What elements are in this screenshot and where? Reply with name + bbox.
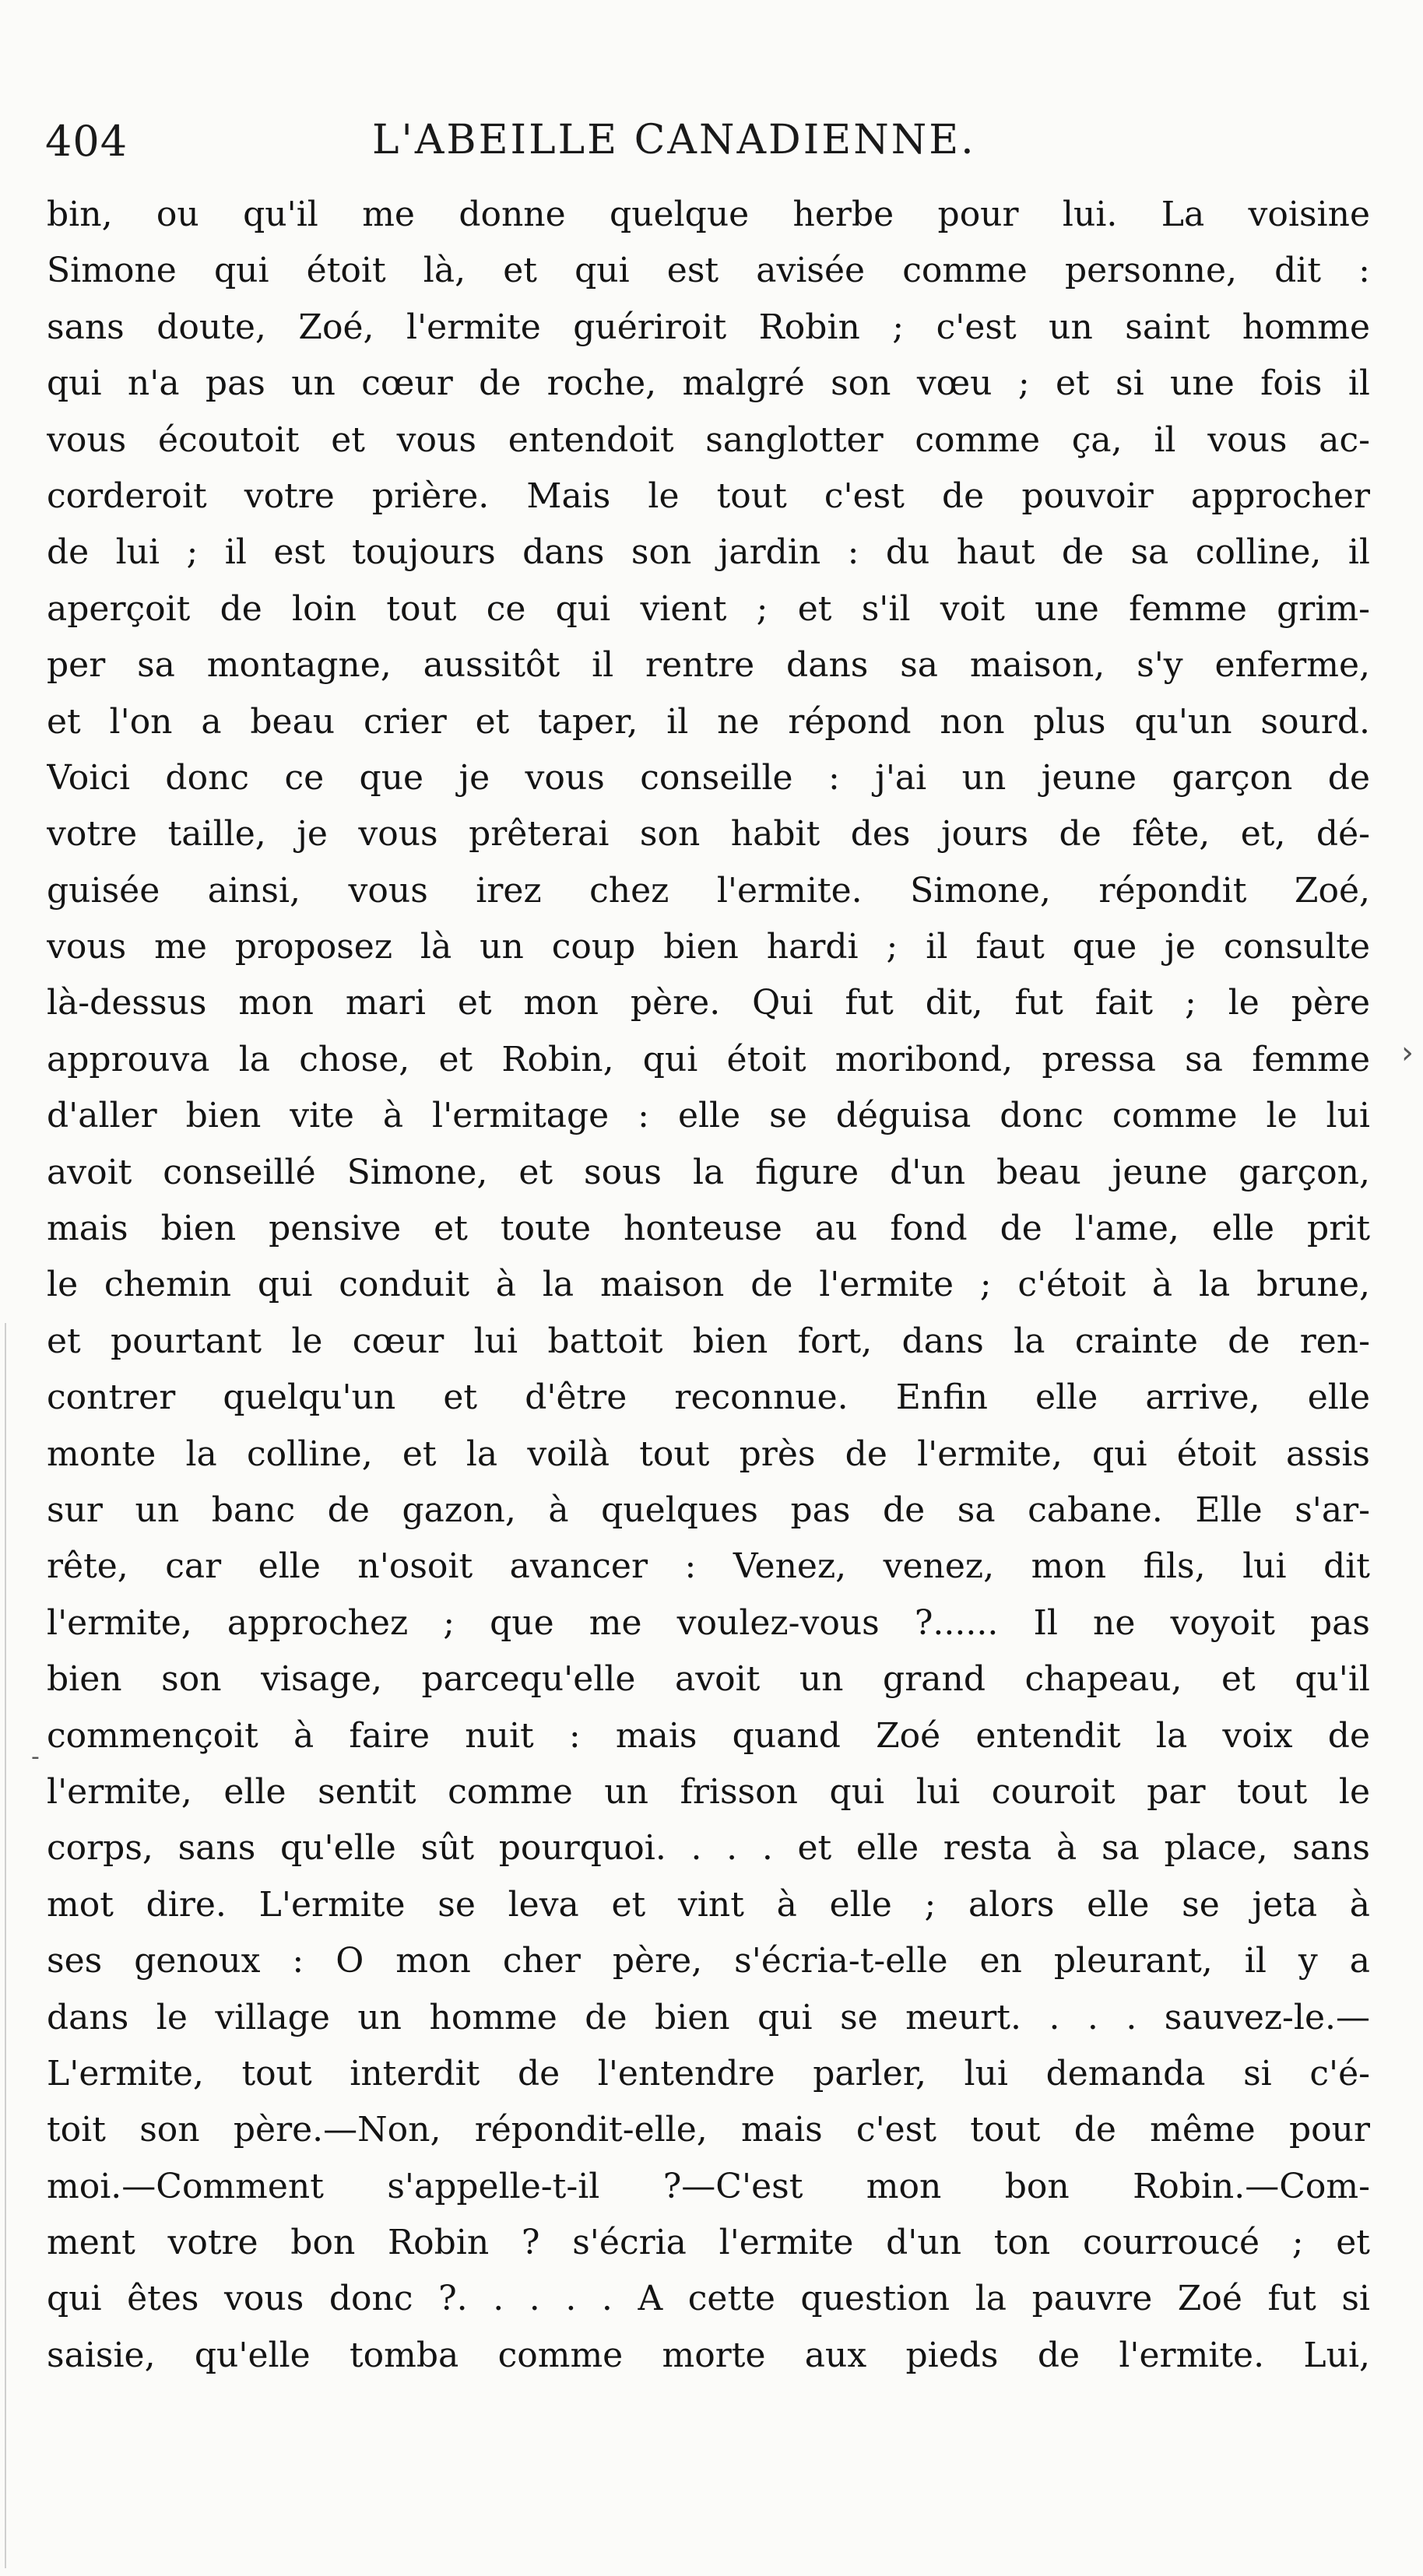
text-line: l'ermite, elle sentit comme un frisson qui lui couroit par tout le	[47, 1771, 1370, 1812]
text-line: vous me proposez là un coup bien hardi ; il faut que je consulte	[47, 927, 1370, 967]
text-line: et pourtant le cœur lui battoit bien fort, dans la crainte de ren-	[47, 1321, 1370, 1361]
text-line: mais bien pensive et toute honteuse au fond de l'ame, elle prit	[47, 1209, 1370, 1249]
text-line: approuva la chose, et Robin, qui étoit moribond, pressa sa femme	[47, 1039, 1370, 1079]
text-line: saisie, qu'elle tomba comme morte aux pieds de l'ermite. Lui,	[47, 2335, 1370, 2375]
text-line: d'aller bien vite à l'ermitage : elle se déguisa donc comme le lui	[47, 1096, 1370, 1136]
text-line: contrer quelqu'un et d'être reconnue. Enfin elle arrive, elle	[47, 1377, 1370, 1418]
page-number: 404	[45, 117, 128, 166]
margin-mark-right: ›	[1401, 1035, 1414, 1071]
text-line: guisée ainsi, vous irez chez l'ermite. Simone, répondit Zoé,	[47, 870, 1370, 911]
text-line: bin, ou qu'il me donne quelque herbe pour lui. La voisine	[47, 195, 1370, 234]
page-edge-shadow	[5, 1323, 6, 2568]
text-line: sur un banc de gazon, à quelques pas de sa cabane. Elle s'ar-	[47, 1490, 1370, 1530]
text-line: commençoit à faire nuit : mais quand Zoé entendit la voix de	[47, 1715, 1370, 1756]
body-text	[47, 187, 1370, 2384]
text-line: toit son père.—Non, répondit-elle, mais c'est tout de même pour	[47, 2110, 1370, 2150]
text-line: là-dessus mon mari et mon père. Qui fut dit, fut fait ; le père	[47, 983, 1370, 1023]
text-line: ses genoux : O mon cher père, s'écria-t-elle en pleurant, il y a	[47, 1941, 1370, 1981]
text-line: sans doute, Zoé, l'ermite guériroit Robin ; c'est un saint homme	[47, 307, 1370, 347]
text-line: corps, sans qu'elle sût pourquoi. . . . et elle resta à sa place, sans	[47, 1828, 1370, 1869]
text-line: Simone qui étoit là, et qui est avisée comme personne, dit :	[47, 251, 1370, 291]
text-line: Voici donc ce que je vous conseille : j'ai un jeune garçon de	[47, 757, 1370, 798]
running-title: L'ABEILLE CANADIENNE.	[372, 117, 976, 163]
text-line: et l'on a beau crier et taper, il ne répond non plus qu'un sourd.	[47, 701, 1370, 742]
text-line: corderoit votre prière. Mais le tout c'est de pouvoir approcher	[47, 476, 1370, 516]
text-line: bien son visage, parcequ'elle avoit un grand chapeau, et qu'il	[47, 1659, 1370, 1700]
text-line: le chemin qui conduit à la maison de l'ermite ; c'étoit à la brune,	[47, 1265, 1370, 1305]
page-header	[45, 117, 1369, 179]
text-line: de lui ; il est toujours dans son jardin : du haut de sa colline, il	[47, 532, 1370, 573]
text-line: qui n'a pas un cœur de roche, malgré son vœu ; et si une fois il	[47, 363, 1370, 404]
text-line: qui êtes vous donc ?. . . . . A cette question la pauvre Zoé fut si	[47, 2279, 1370, 2319]
text-line: avoit conseillé Simone, et sous la figure d'un beau jeune garçon,	[47, 1152, 1370, 1192]
text-line: per sa montagne, aussitôt il rentre dans sa maison, s'y enferme,	[47, 645, 1370, 686]
text-line: ment votre bon Robin ? s'écria l'ermite d'un ton courroucé ; et	[47, 2223, 1370, 2263]
text-line: votre taille, je vous prêterai son habit des jours de fête, et, dé-	[47, 814, 1370, 855]
text-line: monte la colline, et la voilà tout près de l'ermite, qui étoit assis	[47, 1434, 1370, 1474]
text-line: vous écoutoit et vous entendoit sanglotter comme ça, il vous ac-	[47, 419, 1370, 460]
text-line: moi.—Comment s'appelle-t-il ?—C'est mon bon Robin.—Com-	[47, 2166, 1370, 2206]
text-line: mot dire. L'ermite se leva et vint à elle ; alors elle se jeta à	[47, 1884, 1370, 1925]
text-line: rête, car elle n'osoit avancer : Venez, venez, mon fils, lui dit	[47, 1546, 1370, 1587]
margin-mark-left: -	[31, 1743, 40, 1771]
text-line: aperçoit de loin tout ce qui vient ; et s'il voit une femme grim-	[47, 588, 1370, 629]
text-line: L'ermite, tout interdit de l'entendre parler, lui demanda si c'é-	[47, 2053, 1370, 2093]
text-line: dans le village un homme de bien qui se meurt. . . . sauvez-le.—	[47, 1997, 1370, 2037]
text-line: l'ermite, approchez ; que me voulez-vous ?...... Il ne voyoit pas	[47, 1602, 1370, 1643]
